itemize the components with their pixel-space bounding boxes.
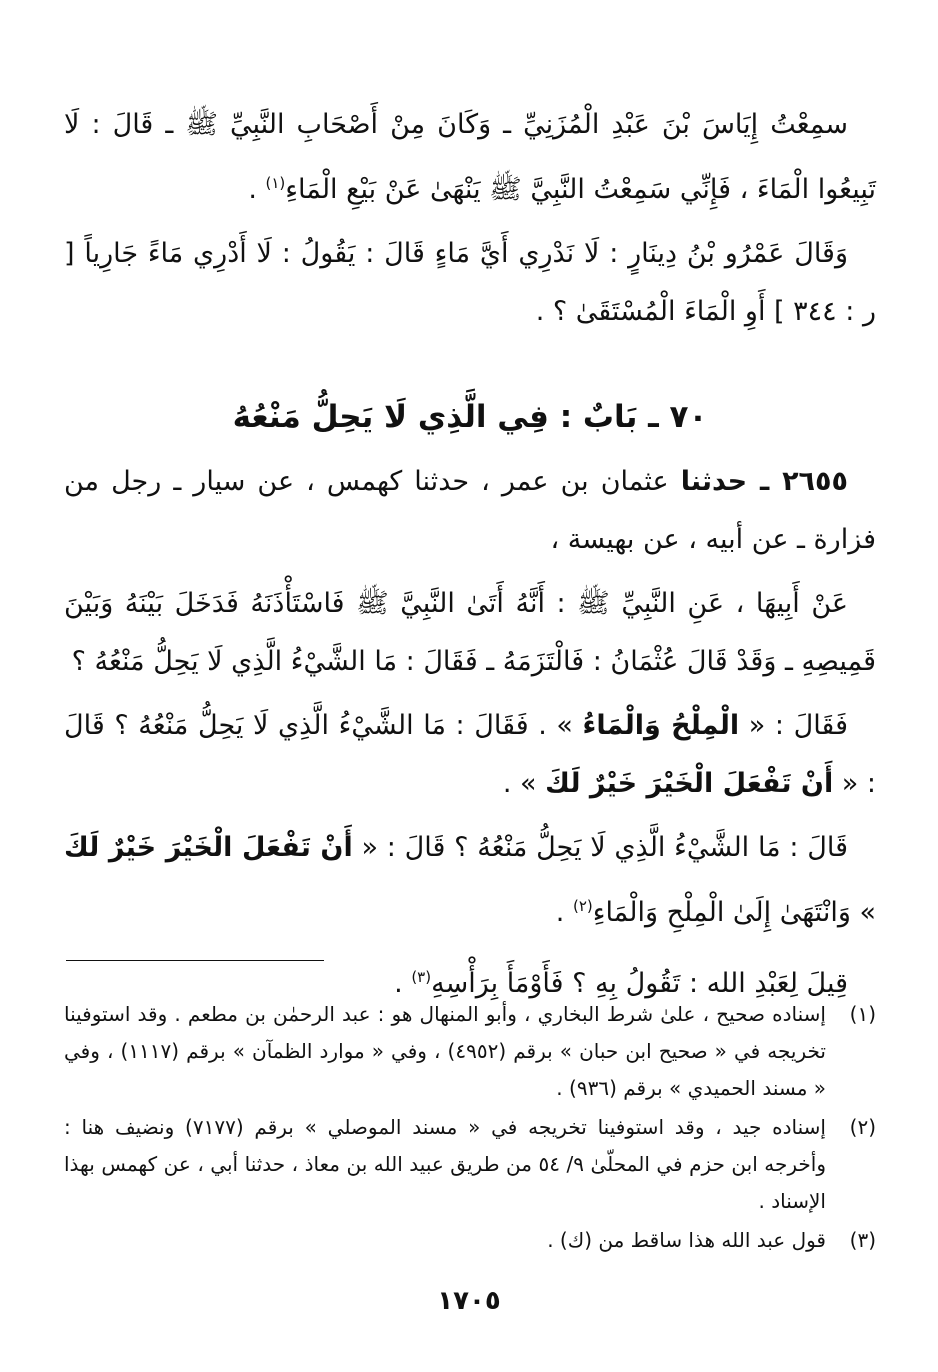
p6-end: . — [394, 968, 412, 999]
p4-part-c: » . فَقَالَ : مَا الشَّيْءُ الَّذِي لَا يَحِلُّ مَنْعُهُ ؟ قَالَ : « — [64, 710, 876, 799]
footnote-2 — [64, 1109, 876, 1220]
footnote-text: إسناده صحيح ، علىٰ شرط البخاري ، وأبو المنهال هو : عبد الرحمٰن بن مطعم . وقد استوفينا تخريجه في « صحيح ابن حبان » برقم (٤٩٥٢) ، وفي « موارد الظمآن » برقم (١١١٧) ، وفي « مسند الحميدي » برقم (٩٣٦) . — [64, 1002, 826, 1100]
page-number: ١٧٠٥ — [437, 1286, 501, 1316]
isnad-text: عثمان بن عمر ، حدثنا كهمس ، عن سيار ـ رجل من فزارة ـ عن أبيه ، عن بهيسة ، — [64, 466, 876, 555]
footnote-3 — [64, 1222, 876, 1259]
footnote-text: قول عبد الله هذا ساقط من (ك) . — [547, 1228, 826, 1252]
hadith-number: ٢٦٥٥ ـ حدثنا — [680, 466, 848, 497]
p5-end: . — [555, 897, 573, 928]
chapter-heading: ٧٠ ـ بَابٌ : فِي الَّذِي لَا يَحِلُّ مَنْعُهُ — [232, 399, 708, 435]
footnote-text: إسناده جيد ، وقد استوفينا تخريجه في « مسند الموصلي » برقم (٧١٧٧) ونضيف هنا : وأخرجه ابن حزم في المحلّىٰ ٩/ ٥٤ من طريق عبيد الله بن معاذ ، حدثنا أبي ، عن كهمس بهذا الإسناد . — [64, 1115, 826, 1213]
p5-bold-doing-good: أَنْ تَفْعَلَ الْخَيْرَ خَيْرٌ لَكَ — [64, 832, 353, 863]
footnote-ref-3[interactable]: (٣) — [411, 968, 432, 986]
paragraph-3: عَنْ أَبِيهَا ، عَنِ النَّبِيِّ ﷺ : أَنَّهُ أَتَىٰ النَّبِيَّ ﷺ فَاسْتَأْذَنَهُ فَدَخَلَ بَيْنَهُ وَبَيْنَ قَمِيصِهِ ـ وَقَدْ قَالَ عُثْمَانُ : فَالْتَزَمَهُ ـ فَقَالَ : مَا الشَّيْءُ الَّذِي لَا يَحِلُّ مَنْعُهُ ؟ — [64, 588, 876, 677]
footnotes — [64, 996, 876, 1261]
p4-part-e: » . — [502, 768, 546, 799]
p5-part-c: » وَانْتَهَىٰ إِلَىٰ الْمِلْحِ وَالْمَاءِ — [592, 897, 876, 928]
paragraph-2: وَقَالَ عَمْرُو بْنُ دِينَارٍ : لَا نَدْرِي أَيَّ مَاءٍ قَالَ : يَقُولُ : لَا أَدْرِي مَاءً جَارِياً [ ر : ٣٤٤ ] أَوِ الْمَاءَ الْمُسْتَقَىٰ ؟ . — [64, 238, 876, 327]
paragraph-5 — [64, 819, 876, 942]
footnote-ref-2[interactable]: (٢) — [572, 897, 593, 915]
footnote-number: (١) — [849, 1002, 876, 1026]
paragraph-1-end: . — [248, 174, 266, 205]
footnote-number: (٣) — [849, 1228, 876, 1252]
main-text — [64, 96, 876, 1019]
footnote-divider — [66, 960, 324, 961]
paragraph-1 — [64, 96, 876, 219]
paragraph-4 — [64, 697, 876, 813]
footnote-ref-1[interactable]: (١) — [265, 174, 286, 192]
p5-part-a: قَالَ : مَا الشَّيْءُ الَّذِي لَا يَحِلُّ مَنْعُهُ ؟ قَالَ : « — [352, 832, 848, 863]
paragraph-1-text: سمِعْتُ إِيَاسَ بْنَ عَبْدِ الْمُزَنِيِّ ـ وَكَانَ مِنْ أَصْحَابِ النَّبِيِّ ﷺ ـ قَالَ : لَا تَبِيعُوا الْمَاءَ ، فَإِنِّي سَمِعْتُ النَّبِيَّ ﷺ يَنْهَىٰ عَنْ بَيْعِ الْمَاءِ — [64, 109, 876, 205]
hadith-isnad — [64, 453, 876, 569]
footnote-number: (٢) — [849, 1115, 876, 1139]
p4-bold-salt-water: الْمِلْحُ وَالْمَاءُ — [582, 710, 740, 741]
footnote-1 — [64, 996, 876, 1107]
p4-part-a: فَقَالَ : « — [739, 710, 848, 741]
p4-bold-doing-good: أَنْ تَفْعَلَ الْخَيْرَ خَيْرٌ لَكَ — [545, 768, 834, 799]
paragraph-6-text: قِيلَ لِعَبْدِ الله : تَقُولُ بِهِ ؟ فَأَوْمَأَ بِرَأْسِهِ — [431, 968, 848, 999]
